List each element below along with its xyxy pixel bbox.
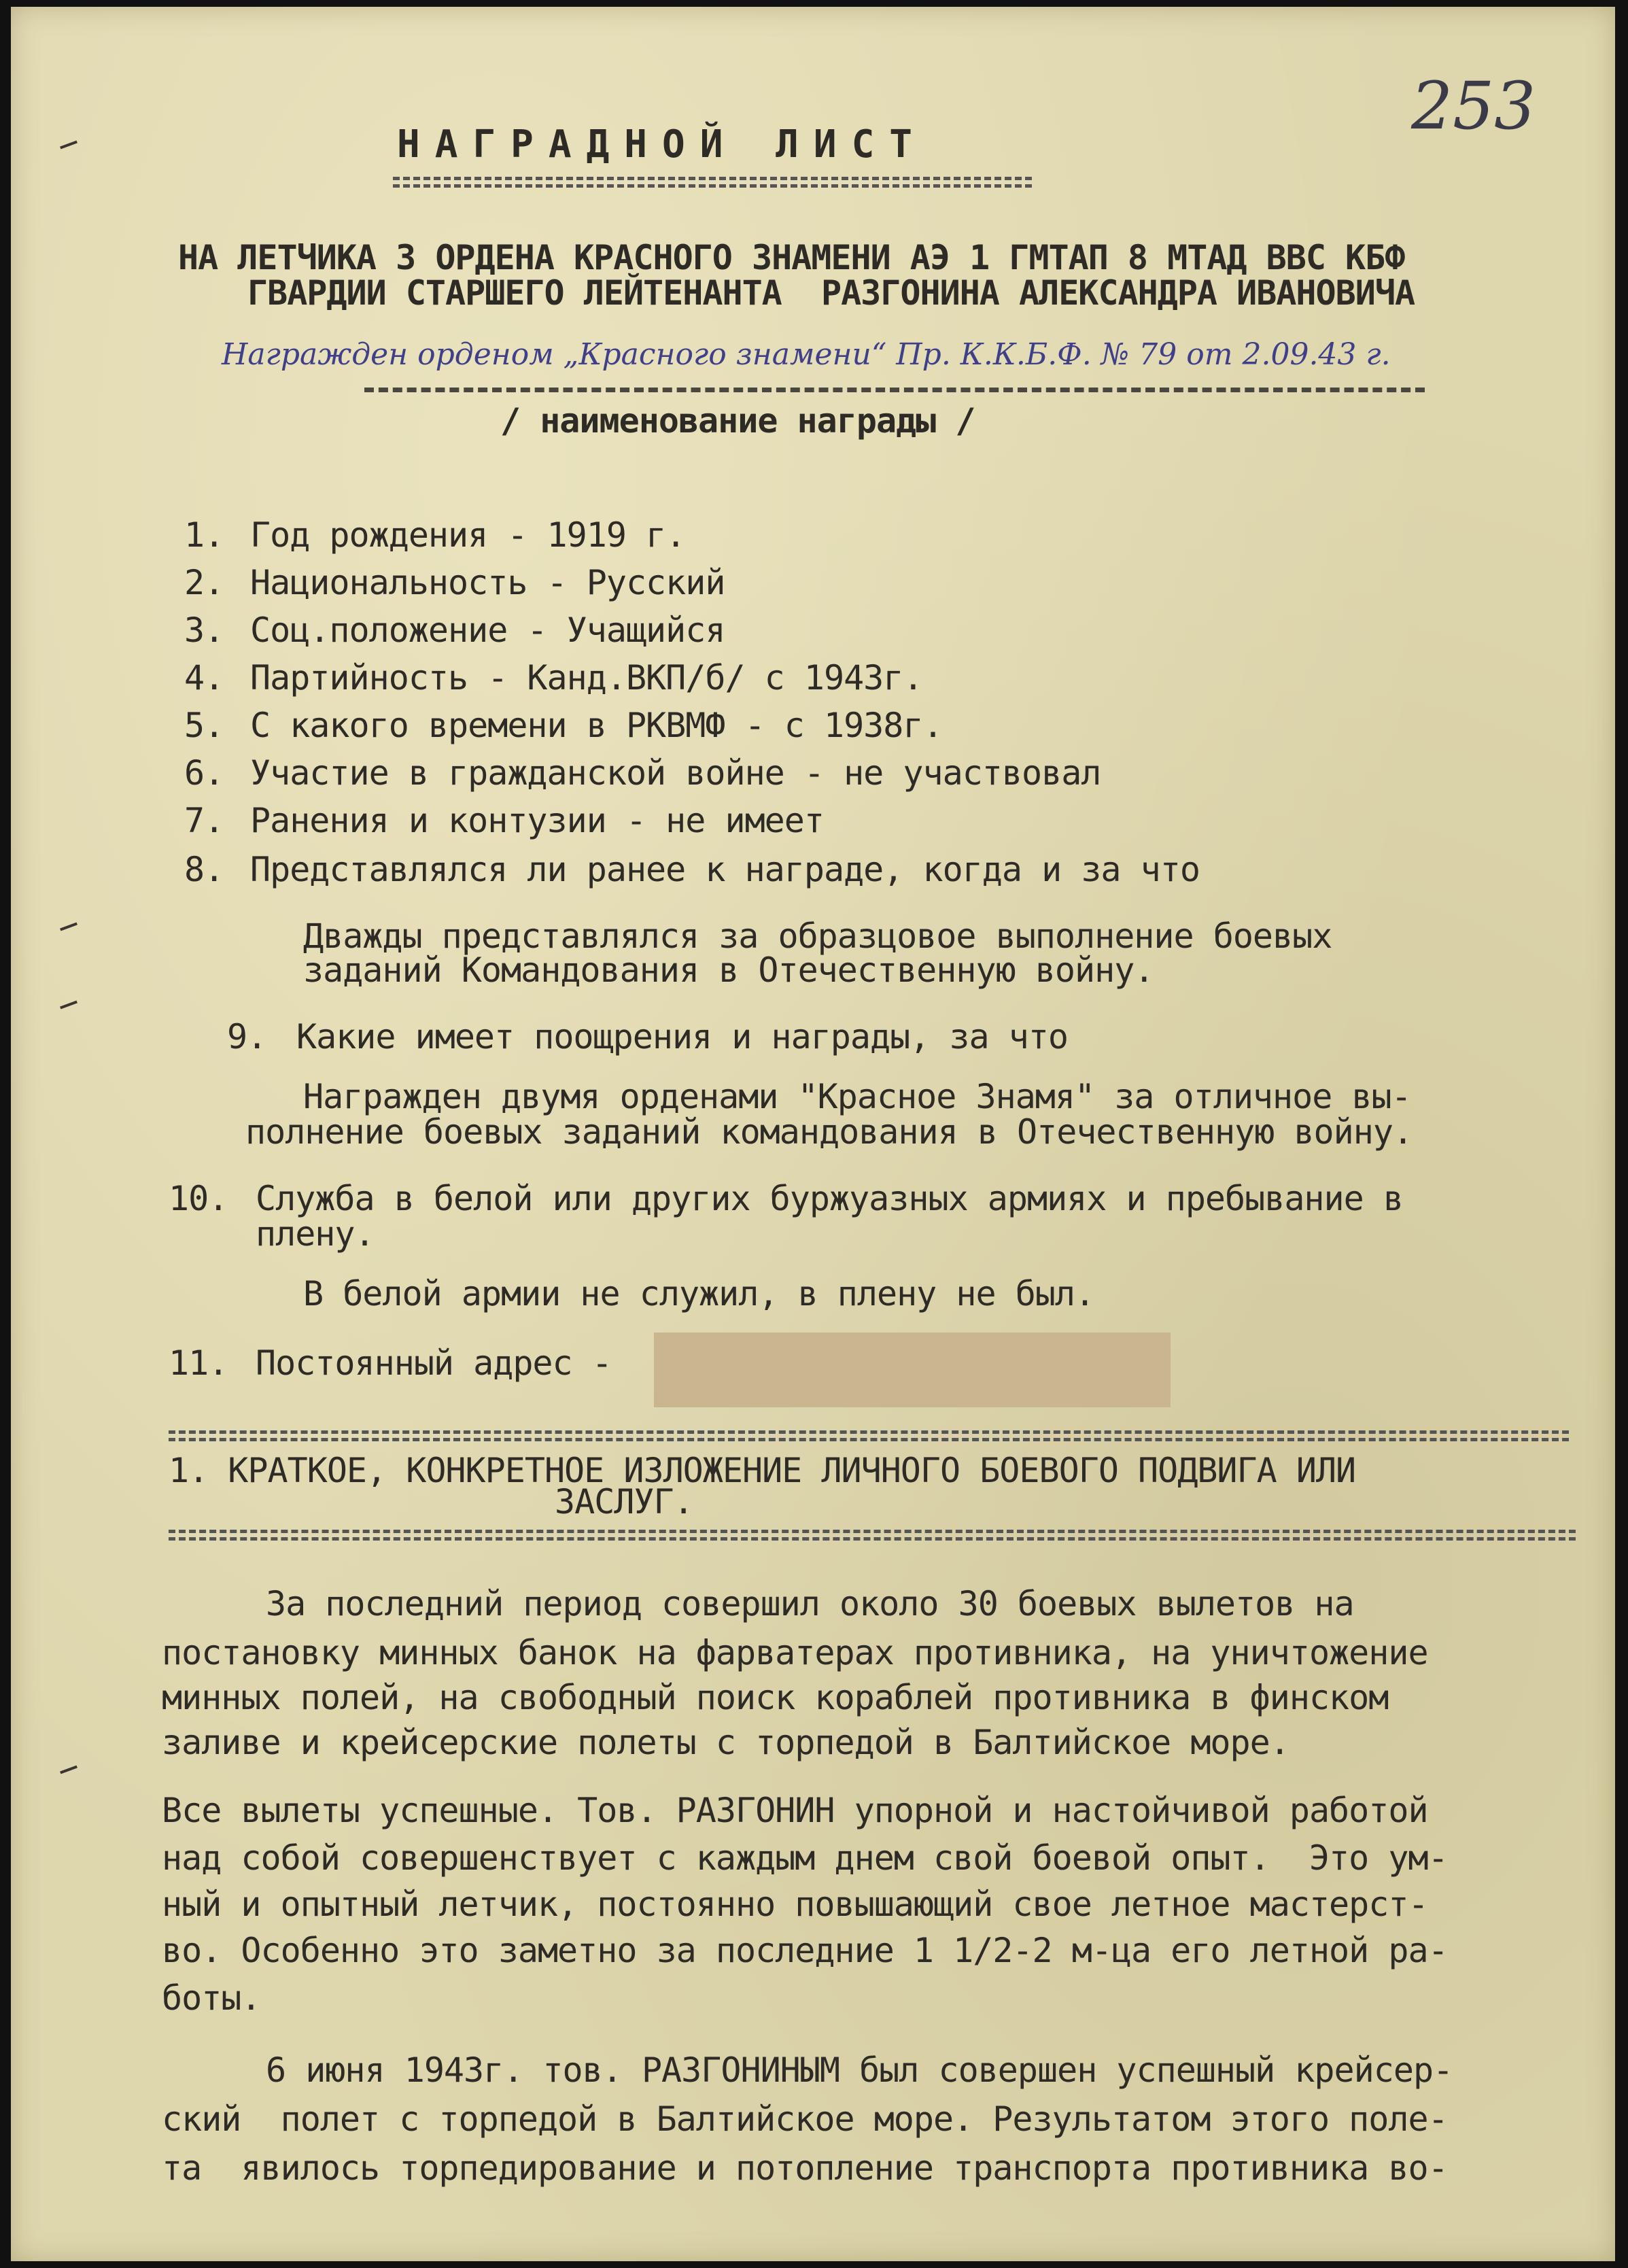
- binding-mark-icon: [60, 1761, 77, 1779]
- item-7-number: 7.: [184, 801, 224, 840]
- item-4-text: Партийность - Канд.ВКП/б/ с 1943г.: [250, 658, 923, 698]
- document-title: НАГРАДНОЙ ЛИСТ: [397, 122, 928, 167]
- award-caption: / наименование награды /: [500, 401, 975, 441]
- item-8-answer-line-1: Дважды представлялся за образцовое выполнение боевых: [303, 916, 1332, 956]
- paragraph-3-line-2: ский полет с торпедой в Балтийское море. Результатом этого поле-: [162, 2099, 1448, 2139]
- item-5-number: 5.: [184, 706, 224, 745]
- redacted-address: [654, 1333, 1171, 1407]
- section-heading-line-1: 1. КРАТКОЕ, КОНКРЕТНОЕ ИЗЛОЖЕНИЕ ЛИЧНОГО БОЕВОГО ПОДВИГА ИЛИ: [169, 1451, 1356, 1490]
- paragraph-2-line-4: во. Особенно это заметно за последние 1 1/2-2 м-ца его летной ра-: [162, 1931, 1448, 1970]
- paragraph-1-line-3: минных полей, на свободный поиск кораблей противника в финском: [162, 1678, 1389, 1717]
- paragraph-2-line-1: Все вылеты успешные. Тов. РАЗГОНИН упорной и настойчивой работой: [162, 1791, 1428, 1830]
- item-7-text: Ранения и контузии - не имеет: [250, 801, 824, 840]
- item-6-number: 6.: [184, 753, 224, 793]
- paragraph-3-line-1: 6 июня 1943г. тов. РАЗГОНИНЫМ был совершен успешный крейсер-: [266, 2050, 1453, 2090]
- title-underline: [393, 177, 1032, 188]
- item-5-text: С какого времени в РКВМФ - с 1938г.: [250, 706, 943, 745]
- item-9-answer-line-2: полнение боевых заданий командования в Отечественную войну.: [245, 1112, 1413, 1152]
- item-6-text: Участие в гражданской войне - не участвовал: [250, 753, 1101, 793]
- section-rule-top: [169, 1430, 1569, 1441]
- binding-mark-icon: [60, 136, 77, 154]
- paragraph-3-line-3: та явилось торпедирование и потопление транспорта противника во-: [162, 2148, 1448, 2188]
- paragraph-1-line-4: заливе и крейсерские полеты с торпедой в Балтийское море.: [162, 1723, 1289, 1762]
- item-1-number: 1.: [184, 515, 224, 555]
- binding-mark-icon: [60, 996, 77, 1014]
- item-2-text: Национальность - Русский: [250, 563, 725, 602]
- binding-mark-icon: [60, 918, 77, 935]
- item-4-number: 4.: [184, 658, 224, 698]
- item-9-number: 9.: [227, 1017, 267, 1056]
- item-3-number: 3.: [184, 611, 224, 650]
- item-11-number: 11.: [169, 1343, 228, 1383]
- item-9-answer-line-1: Награжден двумя орденами "Красное Знамя" за отличное вы-: [303, 1077, 1411, 1116]
- document-sheet: [11, 7, 1615, 2261]
- item-10-number: 10.: [169, 1179, 228, 1218]
- subtitle-line-1: НА ЛЕТЧИКА 3 ОРДЕНА КРАСНОГО ЗНАМЕНИ АЭ 1 ГМТАП 8 МТАД ВВС КБФ: [178, 238, 1405, 277]
- handwritten-award-note: Награжден орденом „Красного знамени“ Пр. К.К.Б.Ф. № 79 от 2.09.43 г.: [222, 337, 1391, 372]
- item-8-number: 8.: [184, 850, 224, 889]
- paragraph-2-line-2: над собой совершенствует с каждым днем свой боевой опыт. Это ум-: [162, 1838, 1448, 1878]
- section-rule-bottom: [169, 1530, 1576, 1541]
- section-heading-line-2: ЗАСЛУГ.: [555, 1482, 693, 1522]
- page-number: 253: [1411, 68, 1536, 144]
- item-10-text: Служба в белой или других буржуазных армиях и пребывание в: [256, 1179, 1403, 1218]
- item-2-number: 2.: [184, 563, 224, 602]
- item-10-answer: В белой армии не служил, в плену не был.: [303, 1274, 1095, 1313]
- item-3-text: Соц.положение - Учащийся: [250, 611, 725, 650]
- award-dashed-line: [364, 388, 1425, 392]
- paragraph-1-line-1: За последний период совершил около 30 боевых вылетов на: [266, 1584, 1354, 1623]
- paragraph-2-line-5: боты.: [162, 1978, 261, 2018]
- item-9-text: Какие имеет поощрения и награды, за что: [296, 1017, 1068, 1056]
- item-8-text: Представлялся ли ранее к награде, когда и за что: [250, 850, 1200, 889]
- paragraph-1-line-2: постановку минных банок на фарватерах противника, на уничтожение: [162, 1633, 1428, 1672]
- item-1-text: Год рождения - 1919 г.: [250, 515, 686, 555]
- item-10-text-continued: плену.: [256, 1214, 375, 1254]
- subtitle-line-2: ГВАРДИИ СТАРШЕГО ЛЕЙТЕНАНТА РАЗГОНИНА АЛЕКСАНДРА ИВАНОВИЧА: [247, 273, 1415, 313]
- item-8-answer-line-2: заданий Командования в Отечественную войну.: [303, 950, 1154, 990]
- paragraph-2-line-3: ный и опытный летчик, постоянно повышающий свое летное мастерст-: [162, 1885, 1428, 1924]
- item-11-text: Постоянный адрес -: [256, 1343, 612, 1383]
